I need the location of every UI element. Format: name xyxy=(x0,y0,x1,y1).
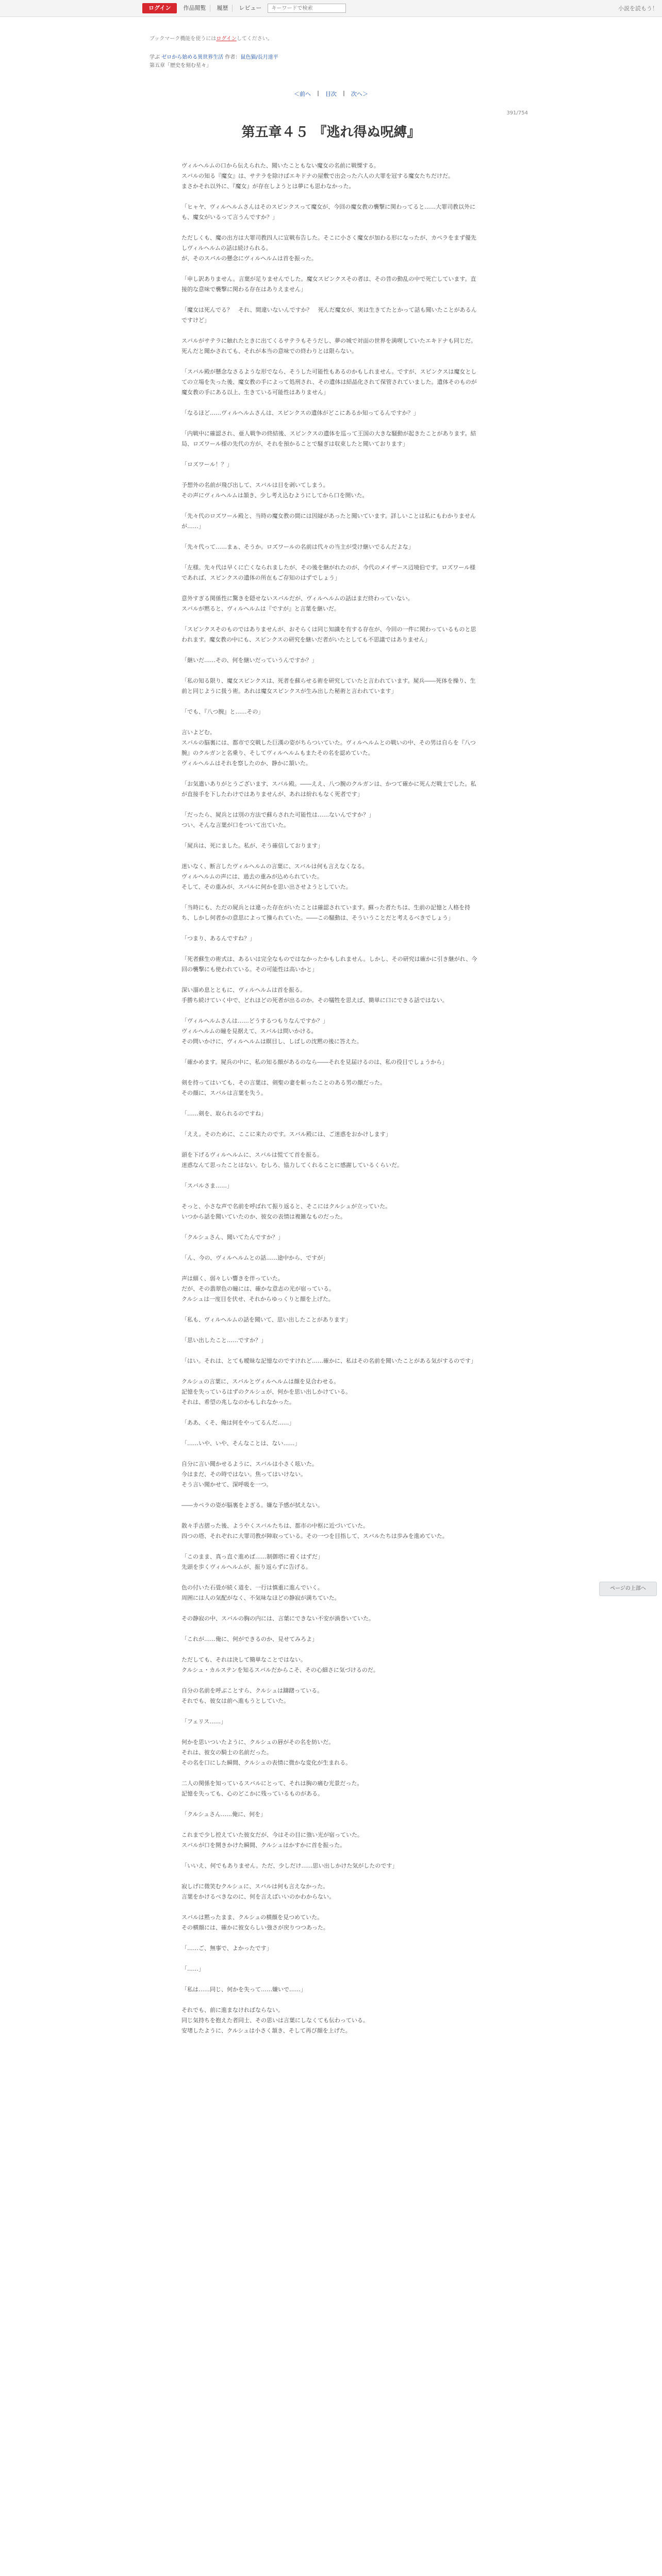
novel-paragraph: 「これが……俺に、何ができるのか、見せてみろよ」 xyxy=(181,1636,318,1642)
bookmark-notice xyxy=(150,34,273,42)
novel-paragraph: 「クルシュさん……俺に、何を」 xyxy=(181,1811,267,1818)
pager-separator: | xyxy=(343,90,345,96)
novel-paragraph: 「申し訳ありません。言葉が足りませんでした。魔女スピンクスその者は、その昔の動乱の中で死亡しています。直接的な意味で襲撃に関わる存在はありえません」 xyxy=(181,276,476,293)
novel-paragraph: 「……剣を、取られるのですね」 xyxy=(181,1110,267,1117)
menu-item-history[interactable]: 履歴 xyxy=(212,5,233,12)
notice-text-suffix: してください。 xyxy=(236,36,273,42)
novel-paragraph: クルシュの言葉に、スバルとヴィルヘルムは顔を見合わせる。 記憶を失っているはずのクルシュが、何かを思い出しかけている。 それは、希望の兆しなのかもしれなかった。 xyxy=(181,1378,352,1405)
menu-item-review[interactable]: レビュー xyxy=(239,5,262,11)
novel-paragraph: 「ロズワール！？」 xyxy=(181,461,233,468)
novel-paragraph: 予想外の名前が飛び出して、スバルは目を剥いてしまう。 その声にヴィルヘルムは頷き、少し考え込むようにしてから口を開いた。 xyxy=(181,482,368,499)
novel-paragraph: 「なるほど……ヴィルヘルムさんは、スピンクスの遺体がどこにあるか知ってるんですか？」 xyxy=(181,410,419,416)
chapter-title: 第五章４５ 『逃れ得ぬ呪縛』 xyxy=(241,125,421,140)
top-bar xyxy=(0,0,662,17)
novel-paragraph: 「内戦中に確認され、亜人戦争の終結後、スピンクスの遺体を巡って王国の大きな騒動が起きたことがあります。結局、ロズワール様の先代の方が、それを預かることで騒ぎは収束したと聞いております」 xyxy=(181,430,476,447)
novel-paragraph: スバルは黙ったまま、クルシュの横顔を見つめていた。 その横顔には、確かに彼女らしい強さが戻りつつあった。 xyxy=(181,1914,329,1931)
novel-paragraph: 「……ご、無事で、よかったです」 xyxy=(181,1945,272,1952)
novel-paragraph: ヴィルヘルムの口から伝えられた、聞いたこともない魔女の名前に戦慄する。 スバルの知る『魔女』は、サテラを除けばエキドナの屋敷で出会った六人の大罪を冠する魔女たちだけだ。 まさかそれ以外に、『魔女』が存在しようとは夢にも思わなかった。 xyxy=(181,162,454,190)
novel-paragraph: 「……」 xyxy=(181,1965,204,1972)
novel-paragraph: 「継いだ……その、何を継いだっていうんですか？」 xyxy=(181,657,318,664)
novel-paragraph: これまで少し控えていた彼女だが、今はその目に強い光が宿っていた。 スバルが口を開きかけた瞬間、クルシュはかすかに首を振った。 xyxy=(181,1832,363,1849)
novel-paragraph: 「だったら、屍兵とは別の方法で蘇らされた可能性は……ないんですか？」 つい、そんな言葉が口をついて出ていた。 xyxy=(181,811,374,828)
novel-paragraph: 迷いなく、断言したヴィルヘルムの言葉に、スバルは何も言えなくなる。 ヴィルヘルムの声には、過去の重みが込められていた。 そして、その重みが、スバルに何かを思い出させようとしていた。 xyxy=(181,863,368,890)
breadcrumb xyxy=(150,54,278,70)
novel-paragraph: 「フェリス……」 xyxy=(181,1718,227,1725)
novel-paragraph: そっと、小さな声で名前を呼ばれて振り返ると、そこにはクルシュが立っていた。 いつから話を聞いていたのか、彼女の表情は複雑なものだった。 xyxy=(181,1203,391,1220)
novel-paragraph: 二人の関係を知っているスバルにとって、それは胸の痛む光景だった。 記憶を失っても、心のどこかに残っているものがある。 xyxy=(181,1780,363,1797)
novel-paragraph: 「ええ。そのために、ここに来たのです。スバル殿には、ご迷惑をおかけします」 xyxy=(181,1131,391,1138)
prev-link[interactable]: ＜前へ xyxy=(294,91,311,97)
novel-paragraph: 声は細く、弱々しい響きを伴っていた。 だが、その翡翠色の瞳には、確かな意志の光が宿っている。 クルシュは一度目を伏せ、それからゆっくりと顔を上げた。 xyxy=(181,1275,335,1302)
novel-paragraph: 「ああ、くそ、俺は何をやってるんだ……」 xyxy=(181,1419,295,1426)
novel-paragraph: 「左様。先々代は早くに亡くなられましたが、その後を継がれたのが、今代のメイザース辺境伯です。ロズワール様であれば、スピンクスの遺体の所在もご存知のはずでしょう」 xyxy=(181,564,476,581)
novel-paragraph: 剣を持ってはいても、その言葉は、剣聖の妻を斬ったことのある男の顔だった。 その顔に、スバルは言葉を失う。 xyxy=(181,1079,386,1096)
novel-paragraph: その静寂の中、スバルの胸の内には、言葉にできない不安が渦巻いていた。 xyxy=(181,1615,374,1622)
novel-paragraph: 「ん、今の、ヴィルヘルムとの話……途中から、ですが」 xyxy=(181,1255,329,1261)
novel-paragraph: 「先々代のロズワール殿と、当時の魔女教の間には因縁があったと聞いています。詳しいことは私にもわかりませんが……」 xyxy=(181,513,476,530)
novel-paragraph: 色の付いた石畳が続く道を、一行は慎重に進んでいく。 周囲には人の気配がなく、不気味なほどの静寂が満ちていた。 xyxy=(181,1584,340,1601)
login-link[interactable]: ログイン xyxy=(216,36,237,42)
novel-paragraph: 頭を下げるヴィルヘルムに、スバルは慌てて首を振る。 迷惑なんて思ったことはない。むしろ、協力してくれることに感謝しているくらいだ。 xyxy=(181,1151,403,1168)
breadcrumb-label: 学ぶ xyxy=(150,55,160,60)
novel-paragraph: 「クルシュさん、聞いてたんですか？」 xyxy=(181,1234,284,1241)
novel-paragraph: 「……いや、いや、そんなことは、ない……」 xyxy=(181,1440,301,1447)
novel-paragraph: 「ヒャヤ、ヴィルヘルムさんはそのスピンクスって魔女が、今回の魔女教の襲撃に関わってると……大罪司教以外にも、魔女がいるって言うんですか？」 xyxy=(181,204,476,221)
notice-text: ブックマーク機能を使うには xyxy=(150,36,217,42)
novel-paragraph: 何かを思いついたように、クルシュの唇がその名を紡いだ。 それは、彼女の騎士の名前だった。 その名を口にした瞬間、クルシュの表情に微かな変化が生まれる。 xyxy=(181,1739,352,1766)
novel-paragraph: 「私も、ヴィルヘルムの話を聞いて、思い出したことがあります」 xyxy=(181,1316,351,1323)
novel-paragraph: 「スバルさま……」 xyxy=(181,1182,233,1189)
next-link[interactable]: 次へ＞ xyxy=(351,91,368,97)
novel-paragraph: ただしくも、魔の出方は大罪司教四人に宣戦布告した。そこに小さく魔女が加わる形になったが、カペラをまず優先しヴィルヘルムの話は続けられる。 が、そのスバルの懸念にヴィルヘルムは首を振った。 xyxy=(181,234,476,262)
pager-separator: | xyxy=(317,90,319,96)
novel-paragraph: 寂しげに微笑むクルシュに、スバルは何も言えなかった。 言葉をかけるべきなのに、何を言えばいいのかわからない。 xyxy=(181,1883,335,1900)
novel-paragraph: 「死者蘇生の術式は、あるいは完全なものではなかったかもしれません。しかし、その研究は確かに引き継がれ、今回の襲撃にも使われている。その可能性は高いかと」 xyxy=(181,956,477,973)
novel-paragraph: 自分に言い聞かせるように、スバルは小さく呟いた。 今はまだ、その時ではない。焦ってはいけない。 そう言い聞かせて、深呼吸を一つ。 xyxy=(181,1461,318,1488)
novel-paragraph: 意外すぎる関係性に驚きを隠せないスバルだが、ヴィルヘルムの話はまだ終わっていない。 スバルが黙ると、ヴィルヘルムは『ですが』と言葉を継いだ。 xyxy=(181,595,413,612)
novel-paragraph: 言いよどむ。 スバルの脳裏には、都市で交戦した巨漢の姿がちらついていた。ヴィルヘルムとの戦いの中、その男は自らを『八つ腕』のクルガンと名乗り、そしてヴィルヘルムもまたその名を認めていた。 ヴィルヘルムはそれを察したのか、静かに頷いた。 xyxy=(181,729,476,767)
novel-paragraph: 「先々代って……まぁ、そうか。ロズワールの名前は代々の当主が受け継いでるんだよな」 xyxy=(181,544,414,550)
novel-paragraph: 「スピンクスそのものではありませんが、おそらくは同じ知識を有する存在が、今回の一件に関わっているものと思われます。魔女教の中にも、スピンクスの研究を継いだ者がいたとしても不思議ではありません」 xyxy=(181,626,476,643)
novel-title-link[interactable]: ゼロから始める異世界生活 xyxy=(161,55,224,60)
page-top-button[interactable]: ページの上部へ xyxy=(599,1582,657,1596)
site-logo[interactable]: 小説を読もう！ xyxy=(618,5,658,12)
novel-paragraph: スバルがサテラに触れたときに出てくるサテラもそうだし、夢の城で対面の世界を満喫していたエキドナも同じだ。 死んだと聞かされても、それが本当の意味での終わりとは限らない。 xyxy=(181,337,476,354)
novel-paragraph: 「当時にも、ただの屍兵とは違った存在がいたことは確認されています。蘇った者たちは、生前の記憶と人格を持ち、しかし何者かの意思によって操られていた。――この騒動は、そういうことだと考えるべきでしょう」 xyxy=(181,904,471,921)
novel-paragraph: 「魔女は死んでる？ それ、間違いないんですか？ 死んだ魔女が、実は生きてたとかって話も聞いたことがあるんですけど」 xyxy=(181,307,477,324)
novel-paragraph: 「確かめます。屍兵の中に、私の知る顔があるのなら――それを見届けるのは、私の役目でしょうから」 xyxy=(181,1059,448,1065)
novel-paragraph: 「私の知る限り、魔女スピンクスは、死者を蘇らせる術を研究していたと言われています。屍兵――死体を操り、生前と同じように扱う術。あれは魔女スピンクスが生み出した秘術と言われています」 xyxy=(181,677,476,694)
chapter-pager xyxy=(294,90,368,98)
novel-body xyxy=(181,161,481,2046)
novel-paragraph: 散々手古摺った後、ようやくスバルたちは、都市の中枢に近づいていた。 四つの塔、それぞれに大罪司教が陣取っている。その一つを目指して、スバルたちは歩みを進めていた。 xyxy=(181,1522,448,1539)
novel-paragraph: 「いいえ、何でもありません。ただ、少しだけ……思い出しかけた気がしたのです」 xyxy=(181,1862,398,1869)
novel-paragraph: ――カペラの姿が脳裏をよぎる。嫌な予感が拭えない。 xyxy=(181,1502,323,1509)
novel-paragraph: 深い溜め息とともに、ヴィルヘルムは首を振る。 手勝ち続けていく中で、どれほどの死者が出るのか。その犠牲を思えば、簡単に口にできる話ではない。 xyxy=(181,987,448,1004)
novel-paragraph: 「私は……同じ、何かを失って……嫌いで……」 xyxy=(181,1986,306,1993)
author-link[interactable]: 鼠色猫/長月達平 xyxy=(240,55,278,60)
breadcrumb-line-2: 第五章「歴史を刻む星々」 xyxy=(150,63,211,69)
top-menu xyxy=(142,3,346,14)
novel-paragraph: 「このまま、真っ直ぐ進めば……制御塔に着くはずだ」 先頭を歩くヴィルヘルムが、振り返らずに告げる。 xyxy=(181,1553,323,1570)
search-input[interactable] xyxy=(268,4,346,13)
novel-paragraph: 「思い出したこと……ですか？」 xyxy=(181,1337,267,1344)
novel-paragraph: 「はい。それは、とても曖昧な記憶なのですけれど……確かに、私はその名前を聞いたことがある気がするのです」 xyxy=(181,1358,476,1364)
menu-item-browse[interactable]: 作品閲覧 xyxy=(179,5,210,12)
novel-paragraph: 「スバル殿が懸念なさるような形でなら、そうした可能性もあるのかもしれません。ですが、スピンクスは魔女としての立場を失った後、魔女教の手によって処刑され、その遺体は結晶化されて保管されていました。遺体そのものが魔女教の手にある以上、生きている可能性はありません」 xyxy=(181,368,477,396)
toc-link[interactable]: 目次 xyxy=(325,91,337,97)
breadcrumb-line-1 xyxy=(150,54,278,62)
episode-number: 391/754 xyxy=(506,110,528,116)
author-label: 作者： xyxy=(225,55,241,60)
novel-paragraph: ただしても、それは決して簡単なことではない。 クルシュ・カルステンを知るスバルだからこそ、その心細さに気づけるのだ。 xyxy=(181,1656,379,1673)
login-button[interactable]: ログイン xyxy=(142,3,177,13)
novel-paragraph: 「でも、『八つ腕』と……その」 xyxy=(181,708,264,715)
novel-paragraph: 「屍兵は、死にました。私が、そう確信しております」 xyxy=(181,842,323,849)
novel-paragraph: 「つまり、あるんですね？」 xyxy=(181,935,255,942)
novel-paragraph: 「お気遣いありがとうございます、スバル殿。――ええ、八つ腕のクルガンは、かつて確かに死んだ戦士でした。私が直接手を下したわけではありませんが、あれは紛れもなく死者です」 xyxy=(181,781,476,798)
novel-paragraph: それでも、前に進まなければならない。 同じ気持ちを抱えた者同士、その思いは言葉にしなくても伝わっている。 安堵したように、クルシュは小さく頷き、そして再び顔を上げた。 xyxy=(181,2007,369,2034)
novel-paragraph: 「ヴィルヘルムさんは……どうするつもりなんですか？」 ヴィルヘルムの瞳を見据えて、スバルは問いかける。 その問いかけに、ヴィルヘルムは瞑目し、しばしの沈黙の後に答えた。 xyxy=(181,1018,362,1045)
novel-paragraph: 自分の名前を呼ぶことすら、クルシュは躊躇っている。 それでも、彼女は前へ進もうとしていた。 xyxy=(181,1687,323,1704)
